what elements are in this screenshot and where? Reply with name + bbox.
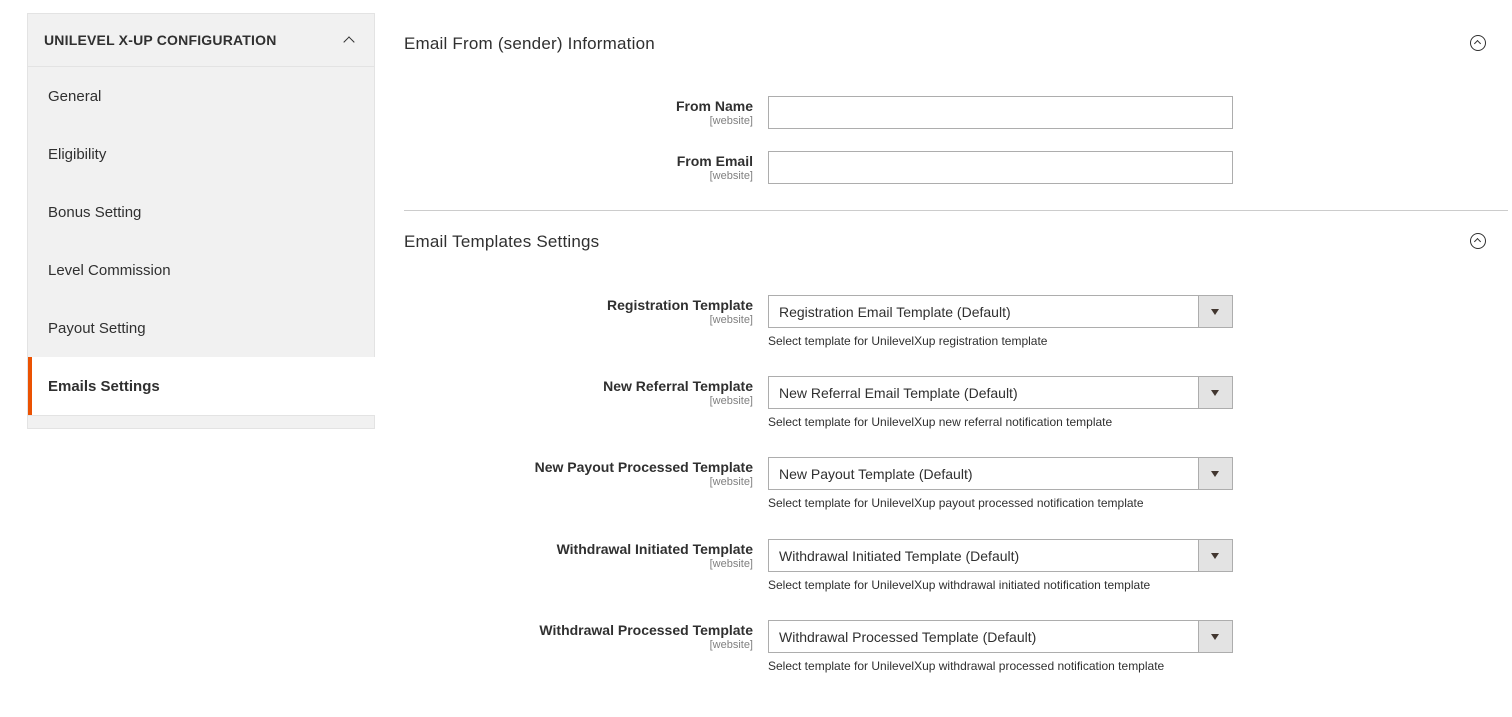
chevron-up-icon[interactable] — [344, 35, 354, 45]
sidebar-item-label: Level Commission — [48, 261, 171, 279]
field-label: New Payout Processed Template — [534, 459, 753, 475]
caret-down-icon[interactable] — [1198, 540, 1232, 571]
caret-down-icon[interactable] — [1198, 458, 1232, 489]
section-title: Email Templates Settings — [404, 232, 600, 251]
field-label-box — [539, 622, 753, 651]
sidebar-item-label: Emails Settings — [48, 377, 160, 395]
sidebar-item-payout-setting[interactable] — [28, 299, 374, 357]
sidebar-item-label: Payout Setting — [48, 319, 146, 337]
collapse-circle-icon[interactable] — [1470, 35, 1486, 51]
from-name-input[interactable] — [768, 96, 1233, 129]
sidebar-title: UNILEVEL X-UP CONFIGURATION — [44, 32, 277, 48]
sidebar-item-label: Bonus Setting — [48, 203, 142, 221]
from-email-input[interactable] — [768, 151, 1233, 184]
section-header-templates[interactable] — [404, 220, 1508, 264]
select-value: New Payout Template (Default) — [779, 465, 973, 482]
withdrawal-processed-template-select[interactable] — [768, 620, 1233, 653]
field-label-box — [607, 297, 753, 326]
field-note: Select template for UnilevelXup new referral notification template — [768, 415, 1113, 429]
field-label: Withdrawal Initiated Template — [556, 541, 753, 557]
scope-label: [website] — [709, 395, 753, 407]
sidebar-item-general[interactable] — [28, 67, 374, 125]
field-label: From Name — [675, 98, 753, 114]
caret-down-icon[interactable] — [1198, 296, 1232, 327]
sidebar-nav — [28, 67, 374, 415]
new-payout-template-select[interactable] — [768, 457, 1233, 490]
section-divider — [404, 210, 1508, 211]
field-note: Select template for UnilevelXup payout processed notification template — [768, 496, 1144, 510]
scope-label: [website] — [709, 170, 753, 182]
withdrawal-initiated-template-select[interactable] — [768, 539, 1233, 572]
field-label-box — [676, 98, 753, 127]
field-note: Select template for UnilevelXup withdrawal processed notification template — [768, 659, 1165, 673]
select-value: Registration Email Template (Default) — [779, 303, 1011, 320]
field-note: Select template for UnilevelXup registration template — [768, 334, 1048, 348]
select-value: Withdrawal Initiated Template (Default) — [779, 547, 1020, 564]
section-title: Email From (sender) Information — [404, 34, 655, 53]
sidebar-item-emails-settings[interactable] — [28, 357, 375, 415]
select-value: New Referral Email Template (Default) — [779, 384, 1018, 401]
new-referral-template-select[interactable] — [768, 376, 1233, 409]
sidebar-item-label: General — [48, 87, 102, 105]
sidebar-item-label: Eligibility — [48, 145, 107, 163]
section-header-sender[interactable] — [404, 22, 1508, 66]
scope-label: [website] — [709, 476, 753, 488]
scope-label: [website] — [709, 314, 753, 326]
collapse-circle-icon[interactable] — [1470, 233, 1486, 249]
field-label-box — [557, 541, 753, 570]
sidebar-item-level-commission[interactable] — [28, 241, 374, 299]
sidebar-footer — [28, 415, 374, 428]
scope-label: [website] — [709, 558, 753, 570]
sidebar-item-eligibility[interactable] — [28, 125, 374, 183]
field-note: Select template for UnilevelXup withdrawal initiated notification template — [768, 578, 1151, 592]
field-label: Withdrawal Processed Template — [539, 622, 753, 638]
caret-down-icon[interactable] — [1198, 621, 1232, 652]
field-label: From Email — [676, 153, 753, 169]
caret-down-icon[interactable] — [1198, 377, 1232, 408]
registration-template-select[interactable] — [768, 295, 1233, 328]
field-label-box — [535, 459, 753, 488]
scope-label: [website] — [709, 639, 753, 651]
scope-label: [website] — [709, 115, 753, 127]
field-label: New Referral Template — [603, 378, 753, 394]
sidebar-item-bonus-setting[interactable] — [28, 183, 374, 241]
select-value: Withdrawal Processed Template (Default) — [779, 628, 1037, 645]
config-sidebar — [27, 13, 375, 429]
field-label: Registration Template — [607, 297, 753, 313]
sidebar-header[interactable] — [28, 14, 374, 67]
field-label-box — [603, 378, 753, 407]
field-label-box — [677, 153, 753, 182]
